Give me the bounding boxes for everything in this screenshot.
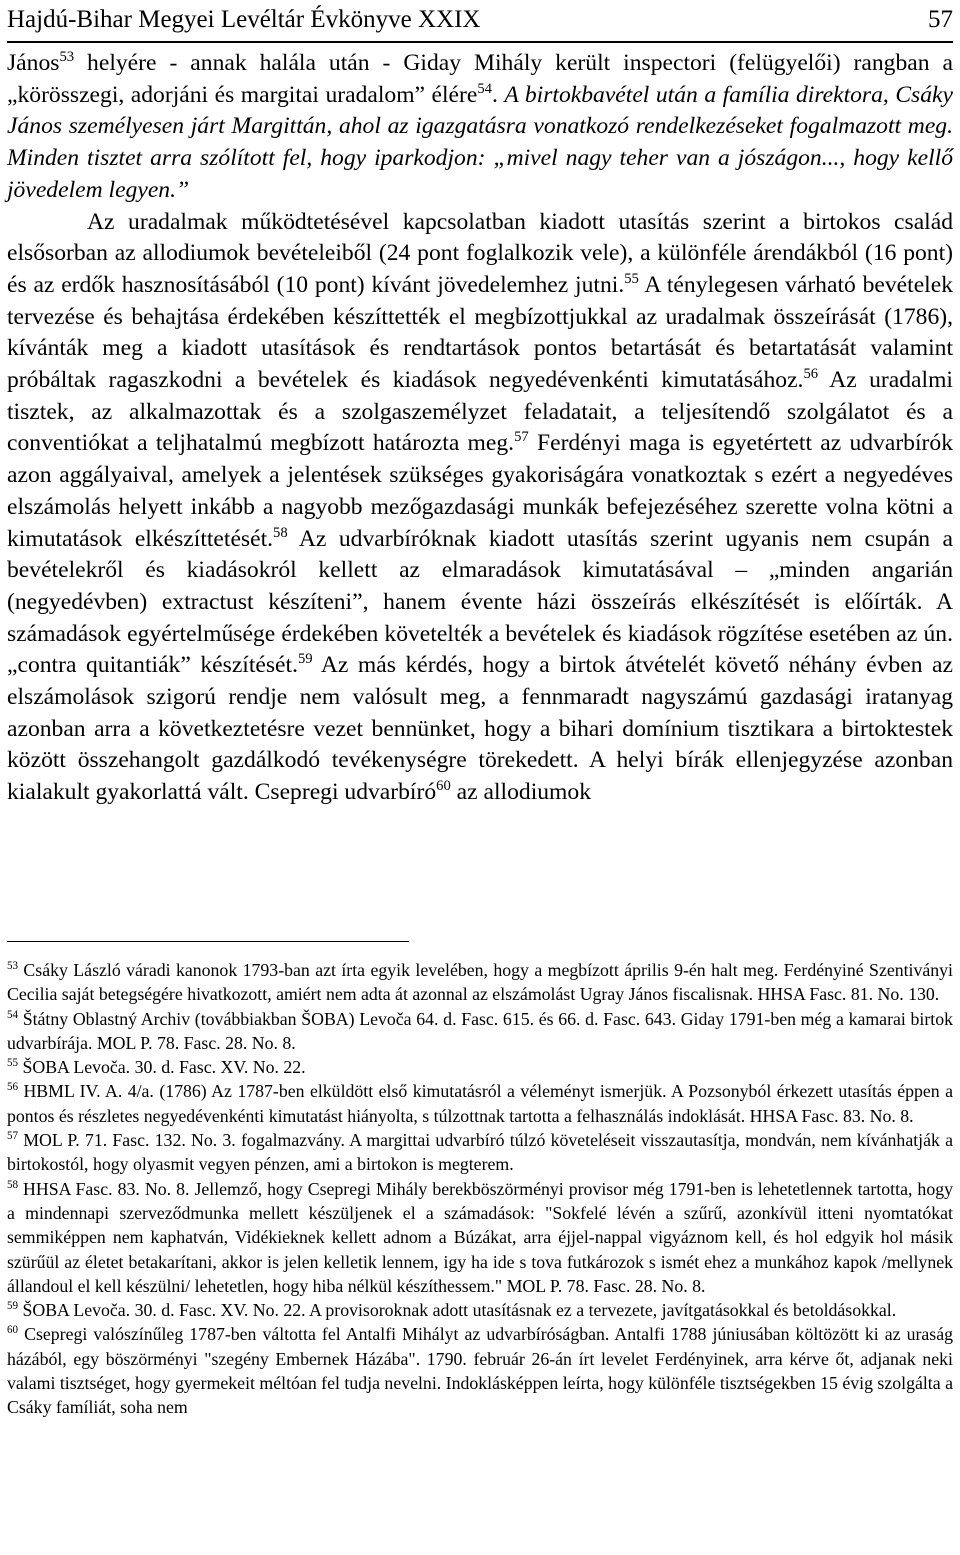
header-rule [7, 41, 953, 43]
text-run: az allodiumok [450, 779, 591, 806]
footnote-55 [7, 1055, 953, 1079]
footnote-53 [7, 958, 953, 1007]
footnote-ref-56[interactable]: 56 [803, 366, 819, 383]
footnote-text: Štátny Oblastný Archiv (továbbiakban ŠOBA) Levoča 64. d. Fasc. 615. és 66. d. Fasc. 643. Giday 1791-ben még a kamarai birtok udvarbírája. MOL P. 78. Fasc. 28. No. 8. [7, 1008, 953, 1053]
footnote-59 [7, 1298, 953, 1322]
footnote-text: ŠOBA Levoča. 30. d. Fasc. XV. No. 22. A provisoroknak adott utasításnak ez a tervezete, javítgatásokkal és betoldásokkal. [18, 1300, 897, 1321]
footnote-text: Csepregi valószínűleg 1787-ben váltotta fel Antalfi Mihályt az udvarbíróságban. Antalfi 1788 júniusában költözött ki az uraság házából, egy böszörményi "szegény Embernek Házába". 1790. február 26-án írt levelet Ferdényinek, arra kérve őt, adjanak neki valami tisztséget, hogy gyermekeit méltóan fel tudja nevelni. Indoklásképpen leírta, hogy különféle tisztségekben 15 évig szolgálta a Csáky famíliát, soha nem [7, 1324, 953, 1418]
footnote-56 [7, 1079, 953, 1128]
footnote-number: 53 [7, 960, 19, 973]
footnote-ref-60[interactable]: 60 [436, 778, 451, 795]
footnote-58 [7, 1177, 953, 1298]
page-number: 57 [928, 6, 953, 33]
footnote-ref-55[interactable]: 55 [624, 271, 639, 288]
text-run: Ferdényi maga is egyetértett az udvarbírók azon aggályaival, amelyek a jelentések szükséges gyakoriságára vonatkoztak s ezért a negyedéves elszámolás helyett inkább a nagyobb mezőgazdasági munkák befejezéséhez szerette volna kötni a kimutatások elkészíttetését. [7, 430, 953, 552]
footnote-57 [7, 1128, 953, 1177]
journal-title: Hajdú-Bihar Megyei Levéltár Évkönyve XXIX [7, 6, 481, 33]
footnote-text: HBML IV. A. 4/a. (1786) Az 1787-ben elküldött első kimutatásról a véleményt ismerjük. A Pozsonyból érkezett utasítás éppen a pontos és részletes negyedévenkénti kimutatást hiányolta, s túlzottnak tartotta a felhasználás indoklását. HHSA Fasc. 83. No. 8. [7, 1081, 953, 1126]
footnotes [7, 958, 953, 1420]
footnote-number: 56 [7, 1081, 19, 1094]
paragraph-2 [7, 207, 953, 809]
text-run: Az uradalmi tisztek, az alkalmazottak és a szolgaszemélyzet feladatait, a teljesítendő szolgálatot és a conventiókat a teljhatalmú megbízott határozta meg. [7, 367, 953, 457]
text-run: Az uradalmak működtetésével kapcsolatban kiadott utasítás szerint a birtokos család elsősorban az allodiumok bevételeiből (24 pont foglalkozik vele), a különféle árendákból (16 pont) és az erdők hasznosításából (10 pont) kívánt jövedelemhez jutni. [7, 208, 953, 298]
footnote-ref-57[interactable]: 57 [514, 429, 529, 446]
footnote-ref-58[interactable]: 58 [273, 524, 288, 541]
text-run: Az más kérdés, hogy a birtok átvételét követő néhány évben az elszámolások szigorú rendje nem valósult meg, a fennmaradt nagyszámú gazdasági iratanyag azonban arra a következtetésre vezet bennünket, hogy a bihari domínium tisztikara a birtoktestek között összehangolt gazdálkodó tevékenységre törekedett. A helyi bírák ellenjegyzése azonban kialakult gyakorlattá vált. Csepregi udvarbíró [7, 652, 954, 806]
footnote-text: HHSA Fasc. 83. No. 8. Jellemző, hogy Csepregi Mihály berekböszörményi provisor még 1791-ben is lehetetlennek tartotta, hogy a mindennapi szerveződmunka mellett készüljenek el a számadások: "Sokfelé lévén a szűrű, azonkívül itteni nyomtatókat semmiképpen nem kaphatván, Vidékieknek kellett adnom a Búzákat, arra éjjel-nappal vigyáznom kell, és hol edgyik hol másik szürűül az életet betakarítani, akkor is jelen kelletik lennem, igy ha ide s tova futkározok s ismét ehez a munkához kapok /mellynek állandoul el kell készülni/ lehetetlen, hogy hiba nélkül készíthessem." MOL P. 78. Fasc. 28. No. 8. [7, 1178, 953, 1296]
footnote-text: MOL P. 71. Fasc. 132. No. 3. fogalmazvány. A margittai udvarbíró túlzó követeléseit visszautasítja, mondván, nem kívánhatják a birtokostól, hogy olyasmit vegyen pénzen, ami a birtokon is megterem. [7, 1130, 953, 1175]
footnote-number: 57 [7, 1130, 19, 1143]
footnote-number: 55 [7, 1057, 19, 1070]
footnote-text: Csáky László váradi kanonok 1793-ban azt írta egyik levelében, hogy a megbízott április 9-én halt meg. Ferdényiné Szentiványi Cecilia saját betegségére hivatkozott, amiért nem adta át azonnal az elszámolást Ugray János fiscalisnak. HHSA Fasc. 81. No. 130. [7, 960, 953, 1005]
footnote-number: 54 [7, 1008, 19, 1021]
footnote-ref-53[interactable]: 53 [59, 49, 75, 66]
text-run: . [491, 81, 505, 108]
footnote-number: 59 [7, 1300, 19, 1313]
footnote-ref-54[interactable]: 54 [477, 80, 492, 97]
text-run: János [7, 50, 60, 76]
text-run: Az udvarbíróknak kiadott utasítás szerint ugyanis nem csupán a bevételekről és kiadásokról kellett az elmaradások kimutatásával – „minden angarián (negyedévben) extractust készíteni”, hanem évente házi összeírás elkészítését is előírták. A számadások egyértelműsége érdekében követelték a bevételek és kiadások rögzítése esetében az ún. „contra quitantiák” készítését. [7, 525, 954, 679]
paragraph-1 [7, 48, 953, 207]
footnote-number: 58 [7, 1178, 19, 1191]
footnote-54 [7, 1007, 953, 1056]
footnote-number: 60 [7, 1324, 19, 1337]
italic-quote: A birtokbavétel után a família direktora, Csáky János személyesen járt Margittán, ahol az igazgatásra vonatkozó rendelkezéseket fogalmazott meg. Minden tisztet arra szólított fel, hogy iparkodjon: „mivel nagy teher van a jószágon..., hogy kellő jövedelem legyen.” [7, 81, 953, 203]
text-run: A ténylegesen várható bevételek tervezése és behajtása érdekében készíttették el megbízottjukkal az uradalmak összeírását (1786), kívánták meg a kiadott utasítások és rendtartások pontos betartását és betartatását valamint próbáltak ragaszkodni a bevételek és kiadások negyedévenkénti kimutatásához. [7, 271, 953, 394]
main-text [7, 48, 953, 809]
running-header [7, 2, 953, 38]
footnote-text: ŠOBA Levoča. 30. d. Fasc. XV. No. 22. [18, 1057, 306, 1078]
footnote-rule [7, 941, 409, 942]
footnote-ref-59[interactable]: 59 [297, 651, 313, 668]
footnote-60 [7, 1322, 953, 1419]
text-run: helyére - annak halála után - Giday Mihály került inspectori (felügyelői) rangban a „körösszegi, adorjáni és margitai uradalom” élére [7, 50, 953, 108]
